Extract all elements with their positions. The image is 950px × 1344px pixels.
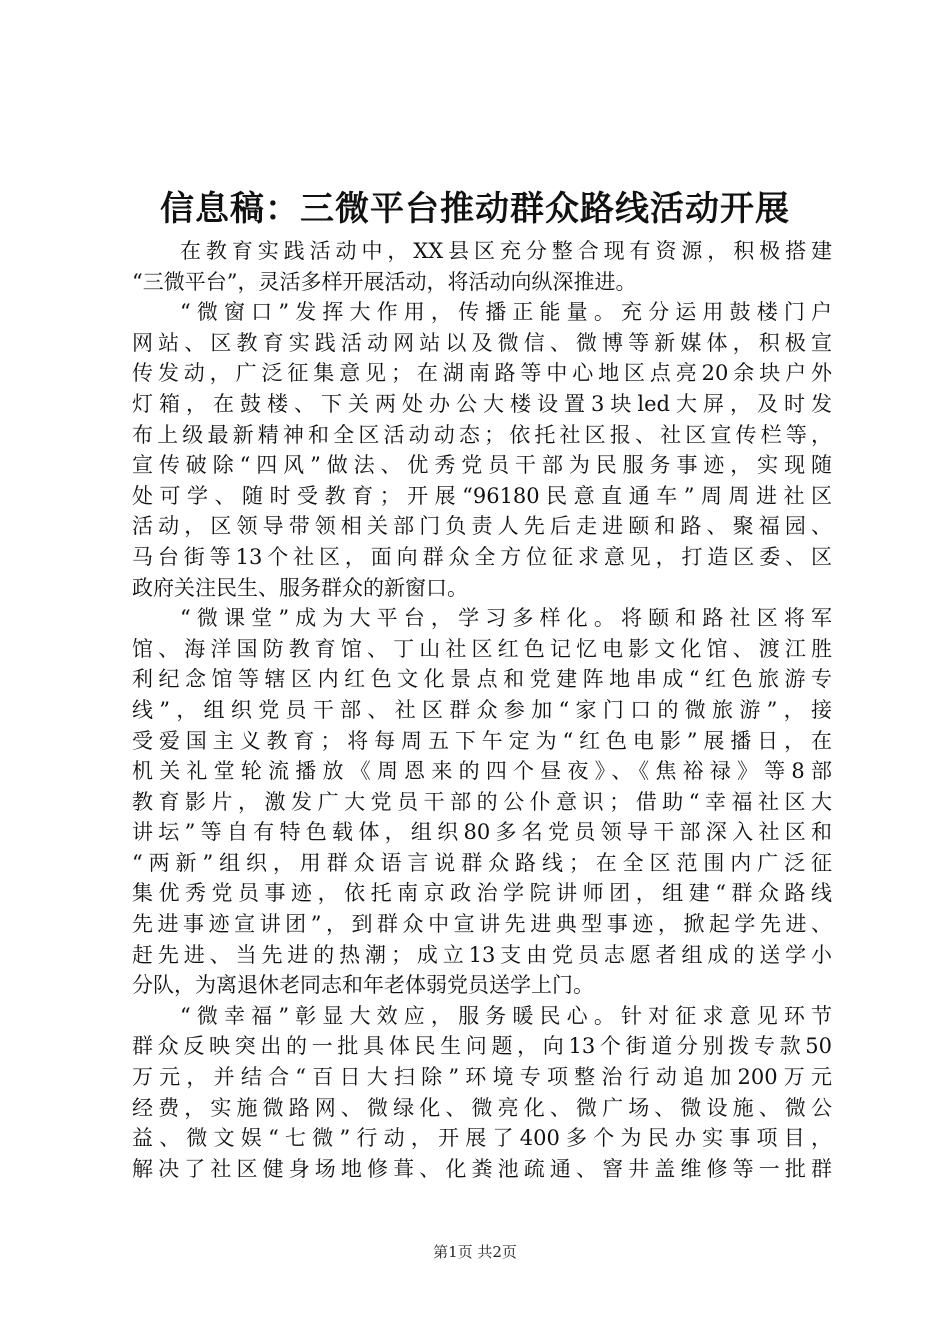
text-line: 受爱国主义教育；将每周五下午定为“红色电影”展播日，在 bbox=[132, 728, 832, 753]
text-line: 益、微文娱“七微”行动，开展了400多个为民办实事项目， bbox=[132, 1126, 832, 1151]
text-line: 教育影片，激发广大党员干部的公仆意识；借助“幸福社区大 bbox=[132, 789, 832, 814]
text-line: “微幸福”彰显大效应，服务暖民心。针对征求意见环节 bbox=[180, 1003, 832, 1028]
text-line: 先进事迹宣讲团”，到群众中宣讲先进典型事迹，掀起学先进、 bbox=[132, 912, 832, 937]
text-line: 在教育实践活动中，XX县区充分整合现有资源，积极搭建 bbox=[180, 239, 832, 263]
page-footer: 第1页 共2页 bbox=[433, 1243, 517, 1261]
text-line: 活动，区领导带领相关部门负责人先后走进颐和路、聚福园、 bbox=[132, 514, 832, 539]
text-line: 群众反映突出的一批具体民生问题，向13个街道分别拨专款50 bbox=[132, 1034, 832, 1059]
text-line: 馆、海洋国防教育馆、丁山社区红色记忆电影文化馆、渡江胜 bbox=[132, 636, 832, 661]
document-body bbox=[132, 236, 832, 1184]
text-line: 分队，为离退休老同志和年老体弱党员送学上门。 bbox=[132, 973, 594, 998]
text-line: 政府关注民生、服务群众的新窗口。 bbox=[132, 575, 468, 600]
text-line: 网站、区教育实践活动网站以及微信、微博等新媒体，积极宣 bbox=[132, 330, 832, 355]
text-line: 经费，实施微路网、微绿化、微亮化、微广场、微设施、微公 bbox=[132, 1095, 832, 1120]
text-line: 传发动，广泛征集意见；在湖南路等中心地区点亮20余块户外 bbox=[132, 361, 832, 386]
text-line: 机关礼堂轮流播放《周恩来的四个昼夜》、《焦裕禄》等8部 bbox=[132, 759, 832, 784]
text-line: “微课堂”成为大平台，学习多样化。将颐和路社区将军 bbox=[180, 606, 832, 631]
text-line: 布上级最新精神和全区活动动态；依托社区报、社区宣传栏等， bbox=[132, 422, 832, 447]
text-line: 处可学、随时受教育；开展“96180民意直通车”周周进社区 bbox=[132, 483, 832, 508]
text-line: 讲坛”等自有特色载体，组织80多名党员领导干部深入社区和 bbox=[132, 820, 832, 845]
text-line: 赶先进、当先进的热潮；成立13支由党员志愿者组成的送学小 bbox=[132, 942, 832, 967]
text-line: “两新”组织，用群众语言说群众路线；在全区范围内广泛征 bbox=[132, 850, 832, 875]
text-line: 利纪念馆等辖区内红色文化景点和党建阵地串成“红色旅游专 bbox=[132, 667, 832, 692]
text-line: 解决了社区健身场地修葺、化粪池疏通、窨井盖维修等一批群 bbox=[132, 1156, 832, 1181]
text-line: “微窗口”发挥大作用，传播正能量。充分运用鼓楼门户 bbox=[180, 300, 832, 325]
text-line: 灯箱，在鼓楼、下关两处办公大楼设置3块led大屏，及时发 bbox=[132, 391, 832, 416]
text-line: 万元，并结合“百日大扫除”环境专项整治行动追加200万元 bbox=[132, 1065, 832, 1090]
text-line: 马台街等13个社区，面向群众全方位征求意见，打造区委、区 bbox=[132, 544, 832, 569]
text-line: 宣传破除“四风”做法、优秀党员干部为民服务事迹，实现随 bbox=[132, 453, 832, 478]
text-line: 集优秀党员事迹，依托南京政治学院讲师团，组建“群众路线 bbox=[132, 881, 832, 906]
document-title: 信息稿：三微平台推动群众路线活动开展 bbox=[160, 189, 790, 229]
text-line: 线”，组织党员干部、社区群众参加“家门口的微旅游”，接 bbox=[132, 697, 832, 722]
text-line: “三微平台”，灵活多样开展活动，将活动向纵深推进。 bbox=[132, 269, 637, 294]
